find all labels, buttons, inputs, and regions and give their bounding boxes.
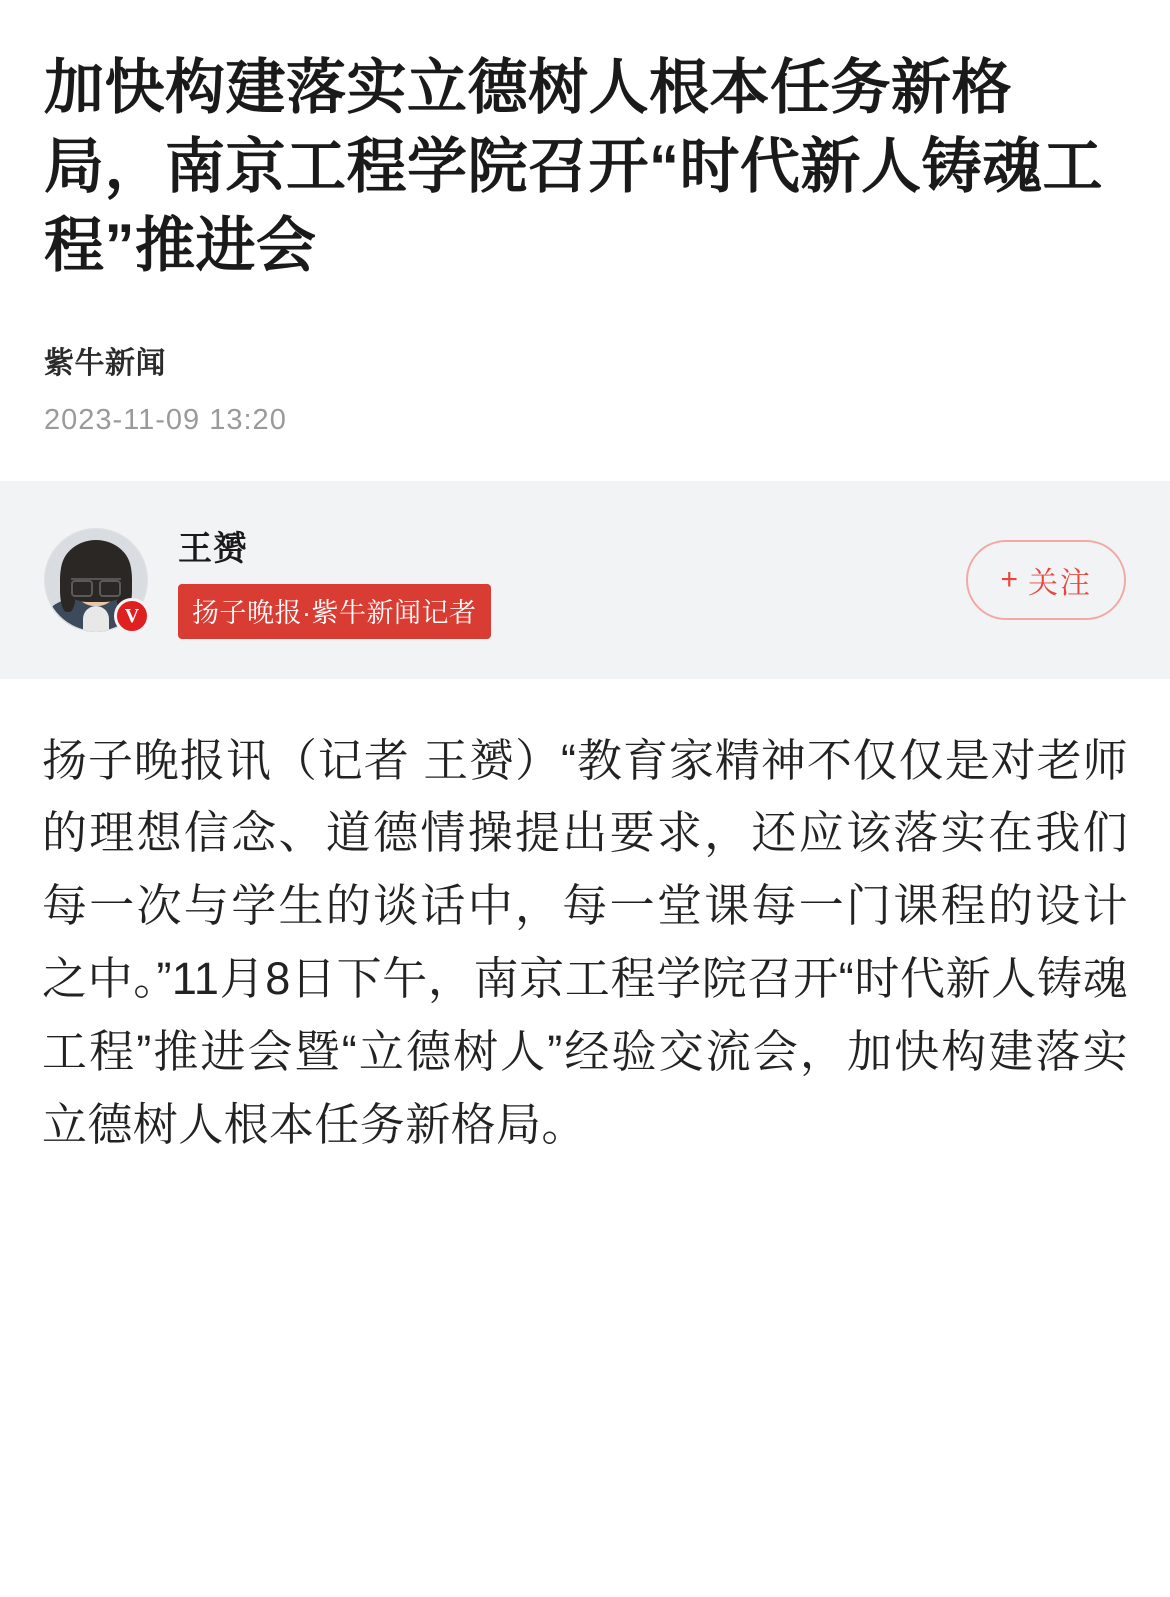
article-source: 紫牛新闻: [44, 346, 166, 380]
article-body: [0, 679, 1170, 1232]
article-timestamp: 2023-11-09 13:20: [44, 403, 287, 436]
follow-button-label: 关注: [1028, 566, 1092, 600]
follow-button[interactable]: [966, 540, 1126, 620]
verified-badge-icon: V: [114, 598, 150, 634]
author-role-badge: 扬子晚报·紫牛新闻记者: [178, 584, 491, 639]
source-row: [44, 338, 1126, 481]
avatar[interactable]: [44, 528, 148, 632]
plus-icon: +: [1000, 562, 1020, 596]
author-bar: [0, 481, 1170, 679]
article-paragraph: 扬子晚报讯（记者 王赟）“教育家精神不仅仅是对老师的理想信念、道德情操提出要求，还应该落实在我们每一次与学生的谈话中，每一堂课每一门课程的设计之中。”11月8日下午，南京工程学院召开“时代新人铸魂工程”推进会暨“立德树人”经验交流会，加快构建落实立德树人根本任务新格局。: [42, 734, 1128, 1151]
page-title: 加快构建落实立德树人根本任务新格局，南京工程学院召开“时代新人铸魂工程”推进会: [44, 54, 1103, 280]
author-name[interactable]: 王赟: [178, 529, 248, 568]
article-header: [0, 0, 1170, 481]
author-info: [178, 521, 966, 639]
